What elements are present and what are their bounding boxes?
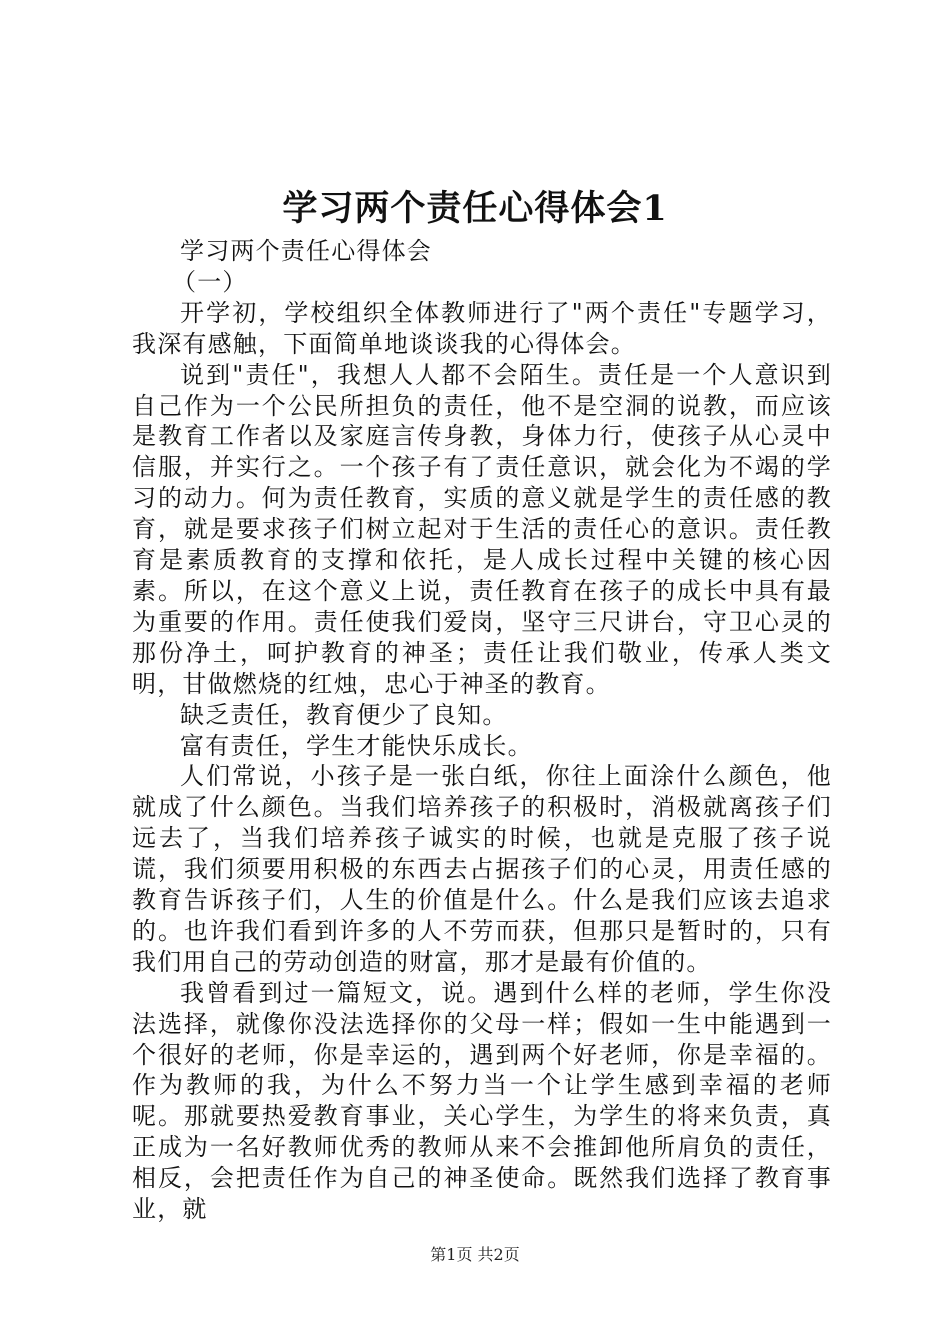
body-paragraph: 我曾看到过一篇短文，说。遇到什么样的老师，学生你没法选择，就像你没法选择你的父母一样；假如一生中能遇到一个很好的老师，你是幸运的，遇到两个好老师，你是幸福的。作为教师的我，为什么不努力当一个让学生感到幸福的老师呢。那就要热爱教育事业，关心学生，为学生的将来负责，真正成为一名好教师优秀的教师从来不会推卸他所肩负的责任，相反，会把责任作为自己的神圣使命。既然我们选择了教育事业，就	[132, 978, 832, 1224]
body-paragraph: 人们常说，小孩子是一张白纸，你往上面涂什么颜色，他就成了什么颜色。当我们培养孩子的积极时，消极就离孩子们远去了，当我们培养孩子诚实的时候，也就是克服了孩子说谎，我们须要用积极的东西去占据孩子们的心灵，用责任感的教育告诉孩子们，人生的价值是什么。什么是我们应该去追求的。也许我们看到许多的人不劳而获，但那只是暂时的，只有我们用自己的劳动创造的财富，那才是最有价值的。	[132, 762, 832, 976]
document-title: 学习两个责任心得体会1	[282, 188, 668, 229]
body-paragraph: 缺乏责任，教育便少了良知。	[180, 700, 508, 729]
body-paragraph: 富有责任，学生才能快乐成长。	[180, 731, 533, 760]
subtitle-paragraph: 学习两个责任心得体会	[180, 237, 432, 265]
section-number: （一）	[172, 267, 248, 296]
body-paragraph: 开学初，学校组织全体教师进行了"两个责任"专题学习，我深有感触，下面简单地谈谈我的心得体会。	[132, 298, 832, 358]
body-paragraph: 说到"责任"，我想人人都不会陌生。责任是一个人意识到自己作为一个公民所担负的责任，他不是空洞的说教，而应该是教育工作者以及家庭言传身教，身体力行，使孩子从心灵中信服，并实行之。一个孩子有了责任意识，就会化为不竭的学习的动力。何为责任教育，实质的意义就是学生的责任感的教育，就是要求孩子们树立起对于生活的责任心的意识。责任教育是素质教育的支撑和依托，是人成长过程中关键的核心因素。所以，在这个意义上说，责任教育在孩子的成长中具有最为重要的作用。责任使我们爱岗，坚守三尺讲台，守卫心灵的那份净土，呵护教育的神圣；责任让我们敬业，传承人类文明，甘做燃烧的红烛，忠心于神圣的教育。	[132, 360, 832, 698]
page-footer: 第1页 共2页	[430, 1245, 520, 1264]
document-body	[132, 236, 832, 1225]
